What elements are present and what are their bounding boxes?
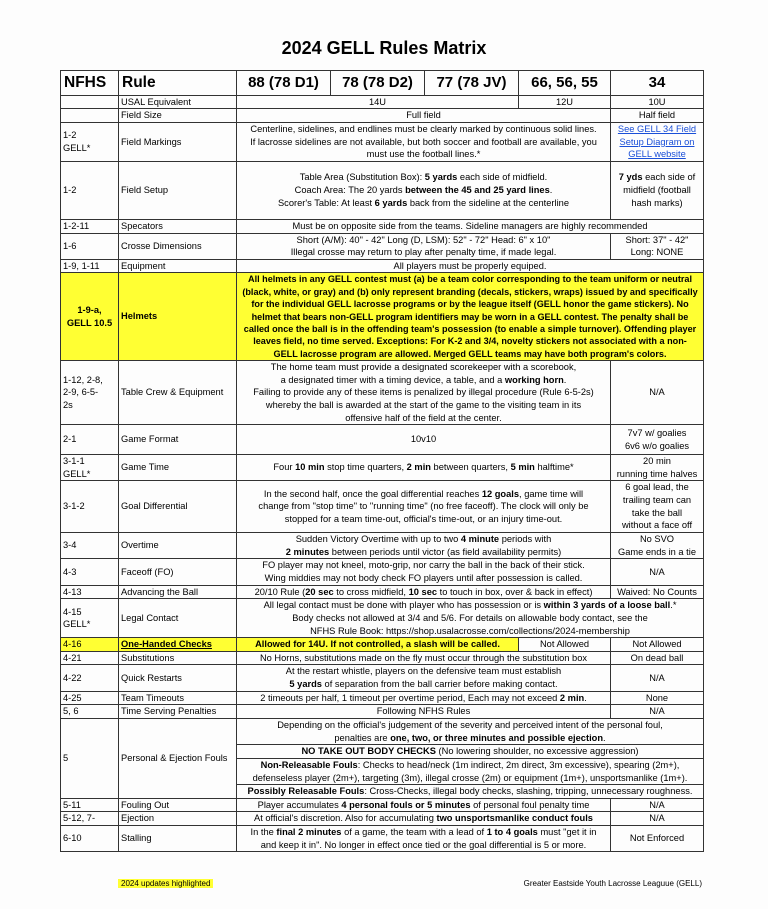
nfhs-ref: 3-4 [61, 533, 119, 559]
rules-matrix-table [60, 70, 704, 852]
header-34: 34 [611, 71, 704, 96]
rule-text: At the restart whistle, players on the defensive team must establish 5 yards of separation from the ball carrier before making contact. [237, 665, 611, 691]
footer-league-name: Greater Eastside Youth Lacrosse Leaguue (GELL) [523, 879, 702, 888]
cell-half-field: Half field [611, 109, 704, 123]
rule-text: At official's discretion. Also for accumulating two unsportsmanlike conduct fouls [237, 812, 611, 826]
row-advancing-ball [61, 585, 704, 599]
header-88: 88 (78 D1) [237, 71, 331, 96]
header-78: 78 (78 D2) [331, 71, 425, 96]
nfhs-ref: 5-11 [61, 798, 119, 812]
row-usal-equivalent [61, 95, 704, 109]
rule-text: 10v10 [237, 425, 611, 455]
row-overtime [61, 533, 704, 559]
rule-name: Goal Differential [119, 481, 237, 533]
rule-text: Centerline, sidelines, and endlines must be clearly marked by continuous solid lines. If lacrosse sidelines are not available, but both soccer and football are available, you must use the football lines.* [237, 122, 611, 161]
nfhs-ref: 1-2 [61, 161, 119, 219]
rule-name: USAL Equivalent [119, 95, 237, 109]
rule-name: One-Handed Checks [119, 638, 237, 652]
rule-text: No Horns, substitutions made on the fly must occur through the substitution box [237, 651, 611, 665]
cell-34: Waived: No Counts [611, 585, 704, 599]
rule-text: Sudden Victory Overtime with up to two 4 minute periods with 2 minutes between periods until victor (as field availability permits) [237, 533, 611, 559]
nfhs-ref: 1-9, 1-11 [61, 259, 119, 273]
rule-name: Fouling Out [119, 798, 237, 812]
nfhs-ref: 3-1-1 GELL* [61, 455, 119, 481]
cell-34: 7 yds each side of midfield (football hash marks) [611, 161, 704, 219]
rule-name: Helmets [119, 273, 237, 361]
rule-text: Short (A/M): 40" - 42" Long (D, LSM): 52" - 72" Head: 6" x 10" Illegal crosse may return to play after penalty time, if made legal. [237, 233, 611, 259]
nfhs-ref: 1-2-11 [61, 219, 119, 233]
rule-name: Field Setup [119, 161, 237, 219]
rule-name: Personal & Ejection Fouls [119, 718, 237, 798]
cell-10u: 10U [611, 95, 704, 109]
rule-name: Stalling [119, 826, 237, 852]
row-stalling [61, 826, 704, 852]
rule-text: Depending on the official's judgement of the severity and perceived intent of the personal foul, penalties are one, two, or three minutes and possible ejection. NO TAKE OUT BODY CHECKS (No lowering shoulder, no excessive aggression) Non-Releasable Fouls: Checks to head/neck (1m indirect, 2m direct, 3m excessive), spearing (2m+), defenseless player (2m+), targeting (3m), illegal crosse (2m) or equipment (1m+), unsportsmanlike (1m+). Possibly Releasable Fouls: Cross-Checks, illegal body checks, slashing, tripping, unnecessary roughness. [237, 718, 704, 798]
cell-34: 6 goal lead, the trailing team can take the ball without a face off [611, 481, 704, 533]
rule-text: Table Area (Substitution Box): 5 yards each side of midfield. Coach Area: The 20 yards between the 45 and 25 yard lines. Scorer's Table: At least 6 yards back from the sideline at the centerline [237, 161, 611, 219]
row-field-markings [61, 122, 704, 161]
row-helmets [61, 273, 704, 361]
rule-text: In the final 2 minutes of a game, the team with a lead of 1 to 4 goals must "get it in and keep it in". No longer in effect once tied or the goal differential is 5 or more. [237, 826, 611, 852]
rule-text: All helmets in any GELL contest must (a) be a team color corresponding to the team uniform or neutral (black, white, or gray) and (b) only represent branding (decals, stickers, wraps) issued by and specifically for the individual GELL lacrosse programs or by the league itself (GELL honor the game stickers). No helmet that bears non-GELL program identifiers may be worn in a GELL contest. The penalty shall be called once the ball is in the offending team's possession (to enable a simple turnover). Offending player leaves field, no time served. Exceptions: For K-2 and 3/4, novelty stickers not associated with a non- GELL lacrosse program are allowed. Merged GELL teams may have both program's colors. [237, 273, 704, 361]
cell-34: N/A [611, 665, 704, 691]
rule-name: Legal Contact [119, 599, 237, 638]
rule-name: Overtime [119, 533, 237, 559]
rule-name: Ejection [119, 812, 237, 826]
cell-full-field: Full field [237, 109, 611, 123]
rule-text: All players must be properly equiped. [237, 259, 704, 273]
rule-name: Game Format [119, 425, 237, 455]
row-crosse-dimensions [61, 233, 704, 259]
nfhs-ref: 4-13 [61, 585, 119, 599]
row-substitutions [61, 651, 704, 665]
rule-name: Quick Restarts [119, 665, 237, 691]
nfhs-ref: 4-21 [61, 651, 119, 665]
header-row [61, 71, 704, 96]
rule-name: Field Size [119, 109, 237, 123]
nfhs-ref: 2-1 [61, 425, 119, 455]
header-nfhs: NFHS [61, 71, 119, 96]
cell-34: None [611, 691, 704, 705]
rule-name: Time Serving Penalties [119, 705, 237, 719]
row-quick-restarts [61, 665, 704, 691]
cell-34: N/A [611, 705, 704, 719]
rule-name: Faceoff (FO) [119, 559, 237, 585]
rule-name: Equipment [119, 259, 237, 273]
rule-name: Field Markings [119, 122, 237, 161]
rule-name: Table Crew & Equipment [119, 360, 237, 424]
nfhs-ref: 1-2 GELL* [61, 122, 119, 161]
row-one-handed-checks [61, 638, 704, 652]
rule-name: Specators [119, 219, 237, 233]
nfhs-ref: 6-10 [61, 826, 119, 852]
rule-name: Advancing the Ball [119, 585, 237, 599]
header-rule: Rule [119, 71, 237, 96]
cell-34: Not Allowed [611, 638, 704, 652]
nfhs-ref: 1-12, 2-8, 2-9, 6-5- 2s [61, 360, 119, 424]
header-77: 77 (78 JV) [425, 71, 519, 96]
cell-34: N/A [611, 360, 704, 424]
row-personal-ejection-fouls [61, 718, 704, 798]
cell-34: On dead ball [611, 651, 704, 665]
rule-text: Following NFHS Rules [237, 705, 611, 719]
cell-14u: 14U [237, 95, 519, 109]
nfhs-ref: 3-1-2 [61, 481, 119, 533]
rule-text: In the second half, once the goal differential reaches 12 goals, game time will change from "stop time" to "running time" (no free faceoff). The clock will only be stopped for a team time-out, official's time-out, or an injury time-out. [237, 481, 611, 533]
rule-text: Player accumulates 4 personal fouls or 5 minutes of personal foul penalty time [237, 798, 611, 812]
rule-text: Allowed for 14U. If not controlled, a slash will be called. [237, 638, 519, 652]
row-team-timeouts [61, 691, 704, 705]
cell-34: 7v7 w/ goalies 6v6 w/o goalies [611, 425, 704, 455]
row-field-size [61, 109, 704, 123]
cell-66: Not Allowed [519, 638, 611, 652]
row-table-crew [61, 360, 704, 424]
nfhs-ref: 5, 6 [61, 705, 119, 719]
rule-name: Substitutions [119, 651, 237, 665]
row-goal-differential [61, 481, 704, 533]
nfhs-ref: 5-12, 7- [61, 812, 119, 826]
rule-name: Game Time [119, 455, 237, 481]
nfhs-ref: 4-3 [61, 559, 119, 585]
nfhs-ref: 4-22 [61, 665, 119, 691]
rule-text: All legal contact must be done with player who has possession or is within 3 yards of a loose ball.* Body checks not allowed at 3/4 and 5/6. For details on allowable body contact, see the NFHS Rule Book: https://shop.usalacrosse.com/collections/2024-membership [237, 599, 704, 638]
row-game-time [61, 455, 704, 481]
cell-34: Not Enforced [611, 826, 704, 852]
rule-text: Four 10 min stop time quarters, 2 min between quarters, 5 min halftime* [237, 455, 611, 481]
cell-34: N/A [611, 812, 704, 826]
row-fouling-out [61, 798, 704, 812]
nfhs-ref: 1-9-a, GELL 10.5 [61, 273, 119, 361]
row-field-setup [61, 161, 704, 219]
page-title: 2024 GELL Rules Matrix [281, 38, 487, 58]
row-ejection [61, 812, 704, 826]
rule-text: 2 timeouts per half, 1 timeout per overtime period, Each may not exceed 2 min. [237, 691, 611, 705]
nfhs-ref: 4-16 [61, 638, 119, 652]
nfhs-ref: 1-6 [61, 233, 119, 259]
cell-34: N/A [611, 798, 704, 812]
header-66: 66, 56, 55 [519, 71, 611, 96]
nfhs-ref: 4-15 GELL* [61, 599, 119, 638]
row-faceoff [61, 559, 704, 585]
row-game-format [61, 425, 704, 455]
row-equipment [61, 259, 704, 273]
footer-highlight-note: 2024 updates highlighted [118, 879, 213, 888]
rule-text: FO player may not kneel, moto-grip, nor carry the ball in the back of their stick. Wing middies may not body check FO players until after possession is called. [237, 559, 611, 585]
row-time-serving-penalties [61, 705, 704, 719]
cell-34: Short: 37" - 42" Long: NONE [611, 233, 704, 259]
cell-34: No SVO Game ends in a tie [611, 533, 704, 559]
nfhs-ref: 4-25 [61, 691, 119, 705]
rule-text: The home team must provide a designated scorekeeper with a scorebook, a designated timer with a timing device, a table, and a working horn. Failing to provide any of these items is penalized by illegal procedure (Rule 6-5-2s) whereby the ball is awarded at the start of the game to the visiting team in its offensive half of the field at the center. [237, 360, 611, 424]
rule-text: Must be on opposite side from the teams. Sideline managers are highly recommended [237, 219, 704, 233]
rule-name: Crosse Dimensions [119, 233, 237, 259]
cell-12u: 12U [519, 95, 611, 109]
row-spectators [61, 219, 704, 233]
rule-text: 20/10 Rule (20 sec to cross midfield, 10 sec to touch in box, over & back in effect) [237, 585, 611, 599]
field-setup-diagram-link[interactable]: See GELL 34 Field Setup Diagram on GELL website [611, 122, 704, 161]
rule-name: Team Timeouts [119, 691, 237, 705]
cell-34: N/A [611, 559, 704, 585]
cell-34: 20 min running time halves [611, 455, 704, 481]
nfhs-ref: 5 [61, 718, 119, 798]
row-legal-contact [61, 599, 704, 638]
